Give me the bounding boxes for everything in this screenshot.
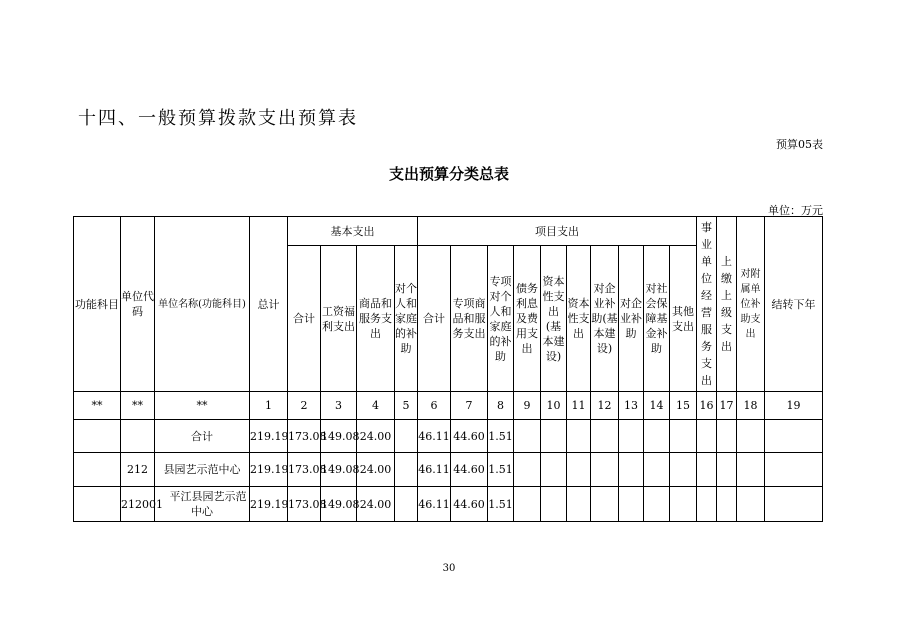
code-cell: 212 [121, 453, 155, 487]
empty-cell [717, 420, 737, 453]
empty-cell [644, 487, 670, 522]
project-personal-cell: 1.51 [488, 487, 514, 522]
project-sum-cell: 46.11 [418, 453, 451, 487]
expenditure-table [73, 216, 823, 522]
header-unit-code: 单位代码 [121, 217, 155, 392]
empty-cell [765, 487, 823, 522]
header-func-subject: 功能科目 [74, 217, 121, 392]
empty-cell [737, 420, 765, 453]
personal-cell [395, 487, 418, 522]
header-capital-base: 资本性支出(基本建设) [541, 246, 567, 392]
empty-cell [619, 487, 644, 522]
empty-cell [765, 453, 823, 487]
header-enterprise-base: 对企业补助(基本建设) [591, 246, 619, 392]
wage-cell: 149.08 [321, 453, 357, 487]
index-cell: 4 [357, 392, 395, 420]
func-cell [74, 453, 121, 487]
index-cell: ** [155, 392, 250, 420]
code-cell: 212001 [121, 487, 155, 522]
index-cell: 9 [514, 392, 541, 420]
index-cell: 12 [591, 392, 619, 420]
header-subsidiary: 对附属单位补助支出 [737, 217, 765, 392]
func-cell [74, 420, 121, 453]
total-cell: 219.19 [250, 420, 288, 453]
index-cell: 8 [488, 392, 514, 420]
project-goods-cell: 44.60 [451, 420, 488, 453]
basic-sum-cell: 173.08 [288, 487, 321, 522]
index-cell: 2 [288, 392, 321, 420]
empty-cell [567, 420, 591, 453]
empty-cell [737, 453, 765, 487]
empty-cell [737, 487, 765, 522]
total-cell: 219.19 [250, 487, 288, 522]
header-business: 事业单位经营服务支出 [697, 217, 717, 392]
section-title: 十四、一般预算拨款支出预算表 [78, 108, 358, 129]
empty-cell [567, 453, 591, 487]
empty-cell [514, 453, 541, 487]
index-cell: 10 [541, 392, 567, 420]
index-cell: 19 [765, 392, 823, 420]
personal-cell [395, 420, 418, 453]
wage-cell: 149.08 [321, 487, 357, 522]
index-row [74, 392, 823, 420]
header-total: 总计 [250, 217, 288, 392]
header-carry: 结转下年 [765, 217, 823, 392]
func-cell [74, 487, 121, 522]
project-personal-cell: 1.51 [488, 453, 514, 487]
empty-cell [717, 487, 737, 522]
header-upper: 上缴上级支出 [717, 217, 737, 392]
empty-cell [670, 420, 697, 453]
project-personal-cell: 1.51 [488, 420, 514, 453]
header-enterprise: 对企业补助 [619, 246, 644, 392]
empty-cell [644, 453, 670, 487]
project-sum-cell: 46.11 [418, 420, 451, 453]
personal-cell [395, 453, 418, 487]
project-sum-cell: 46.11 [418, 487, 451, 522]
index-cell: 11 [567, 392, 591, 420]
empty-cell [591, 453, 619, 487]
index-cell: 7 [451, 392, 488, 420]
total-cell: 219.19 [250, 453, 288, 487]
goods-cell: 24.00 [357, 453, 395, 487]
header-basic-personal: 对个人和家庭的补助 [395, 246, 418, 392]
index-cell: 17 [717, 392, 737, 420]
header-debt: 债务利息及费用支出 [514, 246, 541, 392]
empty-cell [670, 453, 697, 487]
goods-cell: 24.00 [357, 420, 395, 453]
code-cell [121, 420, 155, 453]
empty-cell [567, 487, 591, 522]
index-cell: 14 [644, 392, 670, 420]
name-cell: 合计 [155, 420, 250, 453]
header-unit-name: 单位名称(功能科目) [155, 217, 250, 392]
project-goods-cell: 44.60 [451, 487, 488, 522]
empty-cell [619, 453, 644, 487]
unit-label: 单位：万元 [768, 204, 823, 217]
form-number: 预算05表 [776, 138, 823, 151]
index-cell: ** [121, 392, 155, 420]
empty-cell [765, 420, 823, 453]
basic-sum-cell: 173.08 [288, 453, 321, 487]
table-row [74, 487, 823, 522]
empty-cell [541, 487, 567, 522]
index-cell: ** [74, 392, 121, 420]
empty-cell [591, 487, 619, 522]
empty-cell [541, 420, 567, 453]
index-cell: 1 [250, 392, 288, 420]
empty-cell [514, 487, 541, 522]
index-cell: 3 [321, 392, 357, 420]
header-project-goods: 专项商品和服务支出 [451, 246, 488, 392]
empty-cell [591, 420, 619, 453]
header-other: 其他支出 [670, 246, 697, 392]
page-number: 30 [442, 563, 456, 574]
wage-cell: 149.08 [321, 420, 357, 453]
empty-cell [697, 453, 717, 487]
table-row [74, 453, 823, 487]
name-cell: 县园艺示范中心 [155, 453, 250, 487]
header-capital: 资本性支出 [567, 246, 591, 392]
empty-cell [514, 420, 541, 453]
index-cell: 16 [697, 392, 717, 420]
index-cell: 13 [619, 392, 644, 420]
empty-cell [619, 420, 644, 453]
empty-cell [697, 420, 717, 453]
header-social: 对社会保障基金补助 [644, 246, 670, 392]
index-cell: 18 [737, 392, 765, 420]
index-cell: 6 [418, 392, 451, 420]
empty-cell [697, 487, 717, 522]
table-title: 支出预算分类总表 [388, 165, 509, 183]
index-cell: 5 [395, 392, 418, 420]
header-basic-goods: 商品和服务支出 [357, 246, 395, 392]
goods-cell: 24.00 [357, 487, 395, 522]
header-basic: 基本支出 [288, 217, 418, 246]
project-goods-cell: 44.60 [451, 453, 488, 487]
table-row [74, 420, 823, 453]
empty-cell [541, 453, 567, 487]
empty-cell [644, 420, 670, 453]
basic-sum-cell: 173.08 [288, 420, 321, 453]
index-cell: 15 [670, 392, 697, 420]
header-basic-wage: 工资福利支出 [321, 246, 357, 392]
header-project-sum: 合计 [418, 246, 451, 392]
header-basic-sum: 合计 [288, 246, 321, 392]
header-row-1 [74, 217, 823, 246]
empty-cell [670, 487, 697, 522]
empty-cell [717, 453, 737, 487]
header-project: 项目支出 [418, 217, 697, 246]
header-project-personal: 专项对个人和家庭的补助 [488, 246, 514, 392]
name-cell: 平江县园艺示范中心 [155, 487, 250, 522]
